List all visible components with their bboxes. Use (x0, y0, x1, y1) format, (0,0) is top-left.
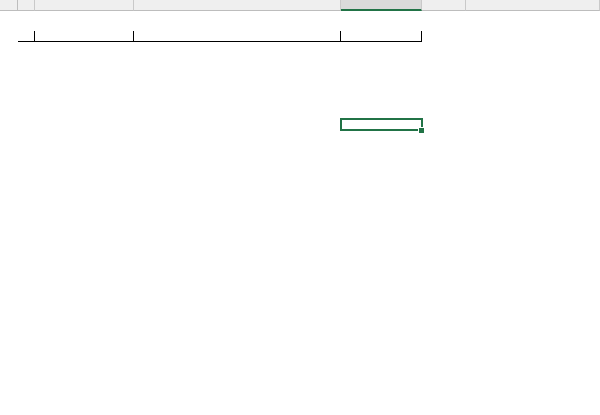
header-revision[interactable] (341, 31, 422, 42)
column-header-f[interactable] (466, 0, 600, 11)
column-header-e[interactable] (422, 0, 466, 11)
header-numeros-desordenados[interactable] (458, 31, 600, 42)
column-header-a[interactable] (18, 0, 35, 11)
column-header-d[interactable] (341, 0, 422, 11)
column-header-b[interactable] (35, 0, 134, 11)
selected-cell-d10[interactable] (340, 118, 423, 131)
sheet-title (134, 11, 341, 31)
header-cliente[interactable] (134, 31, 341, 42)
header-num[interactable] (18, 31, 35, 42)
fill-handle[interactable] (418, 127, 425, 134)
select-all-corner[interactable] (0, 0, 18, 11)
header-numero-cliente[interactable] (35, 31, 134, 42)
column-header-c[interactable] (134, 0, 341, 11)
